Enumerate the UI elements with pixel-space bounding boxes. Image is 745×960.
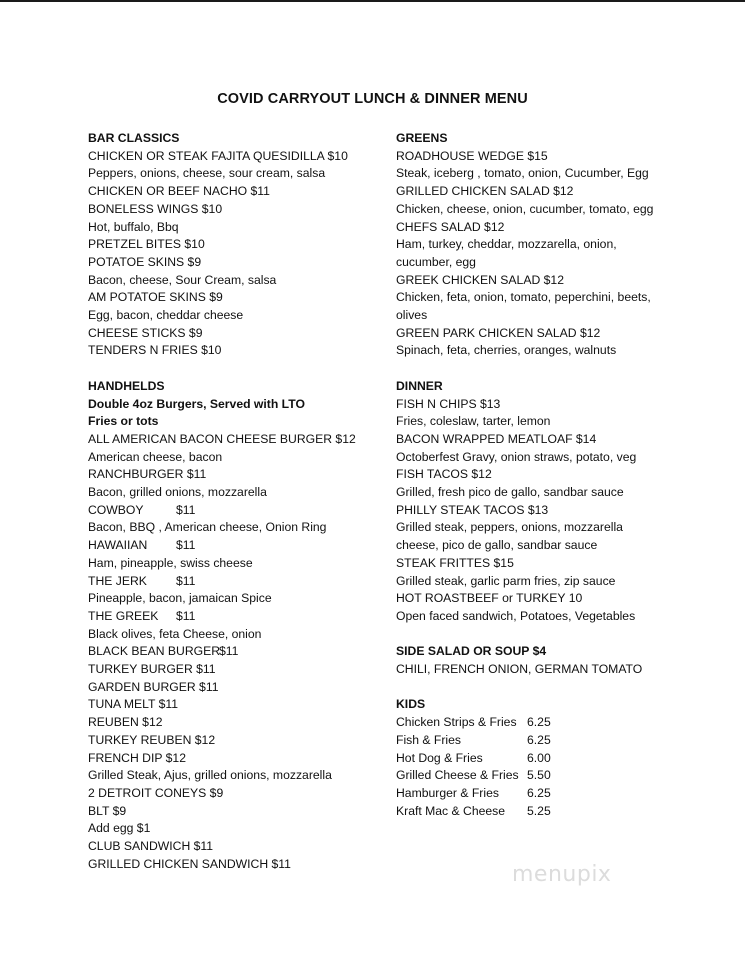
item-name: THE JERK: [88, 573, 147, 588]
menu-line: AM POTATOE SKINS $9: [88, 290, 223, 305]
menu-line: CHILI, FRENCH ONION, GERMAN TOMATO: [396, 662, 643, 677]
menu-line: FRENCH DIP $12: [88, 750, 186, 765]
menu-line: STEAK FRITTES $15: [396, 555, 514, 570]
menu-line: POTATOE SKINS $9: [88, 254, 202, 269]
menu-line: TENDERS N FRIES $10: [88, 343, 222, 358]
section-heading-bar-classics: BAR CLASSICS: [88, 131, 180, 145]
menu-line: Fries, coleslaw, tarter, lemon: [396, 414, 551, 429]
item-name: HAWAIIAN: [88, 538, 148, 553]
item-price: $11: [176, 573, 196, 588]
menu-line: Chicken, cheese, onion, cucumber, tomato, egg: [396, 201, 654, 216]
kids-item: [396, 732, 696, 750]
menu-line: Grilled Steak, Ajus, grilled onions, mozzarella: [88, 768, 332, 783]
watermark-logo: menupix: [512, 862, 612, 887]
menu-line: Grilled steak, garlic parm fries, zip sauce: [396, 573, 616, 588]
menu-line: GREEK CHICKEN SALAD $12: [396, 272, 564, 287]
section-heading-side-salad: SIDE SALAD OR SOUP $4: [396, 644, 547, 659]
menu-line: BONELESS WINGS $10: [88, 201, 223, 216]
menu-line: GREEN PARK CHICKEN SALAD $12: [396, 325, 601, 340]
menu-line: Black olives, feta Cheese, onion: [88, 626, 262, 641]
handhelds-subheading: Double 4oz Burgers, Served with LTO: [88, 396, 305, 411]
menu-line-black-bean-burger: [88, 643, 388, 661]
top-border: [0, 0, 745, 2]
menu-line: GRILLED CHICKEN SALAD $12: [396, 184, 574, 199]
spacer: [396, 679, 696, 697]
menu-line: Egg, bacon, cheddar cheese: [88, 308, 244, 323]
section-heading-dinner: DINNER: [396, 378, 443, 393]
kids-item-price: 6.25: [527, 715, 551, 730]
item-name: BLACK BEAN BURGER: [88, 644, 221, 659]
kids-item-price: 5.50: [527, 768, 551, 783]
item-name: THE GREEK: [88, 608, 159, 623]
section-heading-handhelds: HANDHELDS: [88, 378, 165, 393]
section-heading-kids: KIDS: [396, 697, 426, 712]
kids-item-name: Hamburger & Fries: [396, 785, 499, 800]
menu-line: ROADHOUSE WEDGE $15: [396, 148, 548, 163]
menu-line: BACON WRAPPED MEATLOAF $14: [396, 431, 597, 446]
menu-line: Pineapple, bacon, jamaican Spice: [88, 591, 272, 606]
menu-line: CLUB SANDWICH $11: [88, 839, 214, 854]
menu-line: Bacon, grilled onions, mozzarella: [88, 485, 267, 500]
menu-line: American cheese, bacon: [88, 449, 223, 464]
menu-line: TURKEY REUBEN $12: [88, 732, 216, 747]
item-price: $11: [176, 608, 196, 623]
kids-item-price: 6.00: [527, 750, 551, 765]
menu-line: Bacon, BBQ , American cheese, Onion Ring: [88, 520, 327, 535]
menu-line: Hot, buffalo, Bbq: [88, 219, 179, 234]
menu-line: olives: [396, 308, 428, 323]
section-heading-greens: GREENS: [396, 131, 448, 145]
menu-line: CHEESE STICKS $9: [88, 325, 203, 340]
menu-title: COVID CARRYOUT LUNCH & DINNER MENU: [217, 91, 528, 107]
menu-line: TURKEY BURGER $11: [88, 662, 216, 677]
kids-item-price: 6.25: [527, 732, 551, 747]
kids-item: [396, 714, 696, 732]
menu-line: CHEFS SALAD $12: [396, 219, 505, 234]
kids-item: [396, 785, 696, 803]
menu-line: RANCHBURGER $11: [88, 467, 207, 482]
kids-item: [396, 750, 696, 768]
menu-line: cucumber, egg: [396, 254, 476, 269]
menu-line: 2 DETROIT CONEYS $9: [88, 786, 224, 800]
right-column: [396, 130, 696, 820]
menu-line: Chicken, feta, onion, tomato, peperchini, beets,: [396, 290, 651, 305]
kids-item: [396, 803, 696, 821]
menu-line-the-jerk: [88, 573, 388, 591]
menu-line: PRETZEL BITES $10: [88, 237, 205, 252]
menu-line: PHILLY STEAK TACOS $13: [396, 502, 549, 517]
menu-line: Spinach, feta, cherries, oranges, walnuts: [396, 343, 617, 358]
menu-line-cowboy: [88, 502, 388, 520]
menu-line: CHICKEN OR BEEF NACHO $11: [88, 184, 270, 199]
kids-item-name: Hot Dog & Fries: [396, 750, 483, 765]
handhelds-subheading: Fries or tots: [88, 414, 159, 429]
menu-line: FISH N CHIPS $13: [396, 396, 501, 411]
menu-line: Steak, iceberg , tomato, onion, Cucumber, Egg: [396, 166, 649, 181]
item-price: $11: [176, 502, 196, 517]
kids-item-name: Chicken Strips & Fries: [396, 715, 517, 730]
menu-line: BLT $9: [88, 803, 127, 818]
menu-line-the-greek: [88, 608, 388, 626]
menu-line: GARDEN BURGER $11: [88, 679, 219, 694]
kids-item-name: Kraft Mac & Cheese: [396, 803, 506, 818]
kids-item-name: Fish & Fries: [396, 732, 462, 747]
menu-line: Peppers, onions, cheese, sour cream, salsa: [88, 166, 326, 181]
menu-line: HOT ROASTBEEF or TURKEY 10: [396, 591, 583, 606]
left-column: [88, 130, 388, 874]
item-price: $11: [176, 538, 196, 553]
menu-line: Octoberfest Gravy, onion straws, potato, veg: [396, 449, 637, 464]
menu-line: Grilled steak, peppers, onions, mozzarella: [396, 520, 623, 535]
kids-item: [396, 767, 696, 785]
kids-item-name: Grilled Cheese & Fries: [396, 768, 519, 783]
menu-line-hawaiian: [88, 537, 388, 555]
spacer: [396, 626, 696, 644]
spacer: [88, 360, 388, 378]
menu-line: Grilled, fresh pico de gallo, sandbar sauce: [396, 485, 624, 500]
spacer: [396, 360, 696, 378]
menu-line: REUBEN $12: [88, 715, 163, 730]
menu-line: CHICKEN OR STEAK FAJITA QUESIDILLA $10: [88, 148, 348, 163]
item-name: COWBOY: [88, 502, 144, 517]
menu-line: Add egg $1: [88, 821, 151, 836]
menu-line: TUNA MELT $11: [88, 697, 179, 712]
menu-line: Open faced sandwich, Potatoes, Vegetables: [396, 608, 636, 623]
menu-line: Ham, pineapple, swiss cheese: [88, 555, 253, 570]
menu-line: GRILLED CHICKEN SANDWICH $11: [88, 856, 291, 871]
kids-item-price: 5.25: [527, 803, 551, 818]
menu-line: Bacon, cheese, Sour Cream, salsa: [88, 272, 277, 287]
menu-line: ALL AMERICAN BACON CHEESE BURGER $12: [88, 431, 356, 446]
menu-line: cheese, pico de gallo, sandbar sauce: [396, 538, 598, 553]
menu-line: Ham, turkey, cheddar, mozzarella, onion,: [396, 237, 617, 252]
menu-line: FISH TACOS $12: [396, 467, 492, 482]
kids-item-price: 6.25: [527, 785, 551, 800]
item-price: $11: [219, 644, 239, 659]
